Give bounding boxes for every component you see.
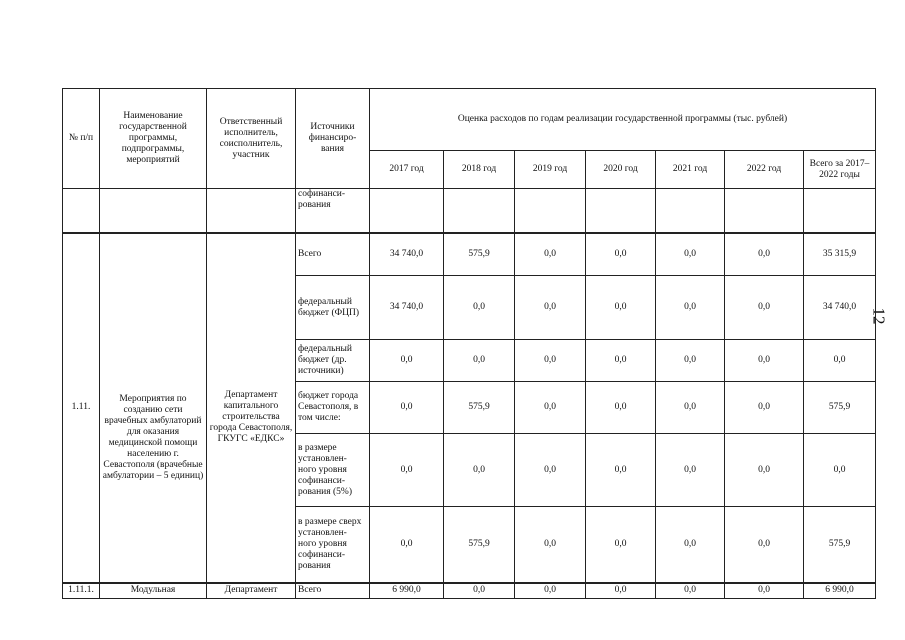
value-cell: 0,0 [804, 340, 876, 382]
value-cell: 0,0 [370, 507, 444, 583]
row-name: Мероприятия по созданию сети врачебных амбулаторий для оказания медицинской помощи населению г. Севастополя (врачебные амбулатории – 5 единиц) [100, 233, 207, 583]
value-cell: 35 315,9 [804, 233, 876, 276]
header-year: 2022 год [725, 151, 804, 189]
value-cell: 34 740,0 [370, 233, 444, 276]
header-sources: Источники финансиро- вания [296, 89, 370, 189]
source-cell: Всего [296, 233, 370, 276]
value-cell: 0,0 [656, 434, 725, 507]
value-cell: 0,0 [586, 382, 656, 434]
value-cell: 0,0 [725, 340, 804, 382]
header-responsible: Ответственный исполнитель, соисполнитель, участник [207, 89, 296, 189]
row-responsible: Департамент капитального строительства города Севастополя, ГКУГС «ЕДКС» [207, 233, 296, 583]
row-responsible: Департамент [207, 583, 296, 599]
row-number: 1.11. [63, 233, 100, 583]
header-name: Наименование государственной программы, подпрограммы, мероприятий [100, 89, 207, 189]
value-cell: 0,0 [586, 434, 656, 507]
value-cell: 0,0 [586, 340, 656, 382]
source-cell: софинанси- рования [296, 189, 370, 233]
value-cell: 0,0 [515, 583, 586, 599]
budget-table [62, 88, 876, 599]
value-cell: 575,9 [804, 507, 876, 583]
value-cell: 0,0 [725, 276, 804, 340]
value-cell: 0,0 [656, 233, 725, 276]
table-cell [586, 189, 656, 233]
header-year: 2020 год [586, 151, 656, 189]
header-total: Всего за 2017–2022 годы [804, 151, 876, 189]
value-cell: 0,0 [515, 340, 586, 382]
value-cell: 0,0 [370, 340, 444, 382]
value-cell: 0,0 [444, 434, 515, 507]
table-cell [804, 189, 876, 233]
source-cell: в размере установлен- ного уровня софинанси- рования (5%) [296, 434, 370, 507]
value-cell: 0,0 [515, 507, 586, 583]
value-cell: 0,0 [725, 434, 804, 507]
value-cell: 0,0 [586, 507, 656, 583]
value-cell: 0,0 [656, 276, 725, 340]
value-cell: 575,9 [444, 382, 515, 434]
value-cell: 0,0 [725, 583, 804, 599]
value-cell: 0,0 [586, 276, 656, 340]
header-year: 2021 год [656, 151, 725, 189]
value-cell: 6 990,0 [370, 583, 444, 599]
table-row [63, 583, 876, 599]
value-cell: 0,0 [804, 434, 876, 507]
row-number: 1.11.1. [63, 583, 100, 599]
value-cell: 0,0 [370, 434, 444, 507]
value-cell: 0,0 [656, 507, 725, 583]
value-cell: 575,9 [444, 507, 515, 583]
source-cell: бюджет города Севастополя, в том числе: [296, 382, 370, 434]
value-cell: 0,0 [586, 233, 656, 276]
table-cell [100, 189, 207, 233]
value-cell: 0,0 [725, 382, 804, 434]
header-no: № п/п [63, 89, 100, 189]
table-row [63, 233, 876, 276]
source-cell: Всего [296, 583, 370, 599]
value-cell: 0,0 [656, 340, 725, 382]
value-cell: 0,0 [515, 233, 586, 276]
table-cell [725, 189, 804, 233]
value-cell: 575,9 [804, 382, 876, 434]
value-cell: 0,0 [444, 340, 515, 382]
row-name: Модульная [100, 583, 207, 599]
value-cell: 0,0 [656, 583, 725, 599]
header-year: 2017 год [370, 151, 444, 189]
value-cell: 0,0 [586, 583, 656, 599]
value-cell: 0,0 [515, 382, 586, 434]
page-number: 12 [869, 307, 889, 325]
header-estimate: Оценка расходов по годам реализации государственной программы (тыс. рублей) [370, 89, 876, 151]
header-year: 2018 год [444, 151, 515, 189]
value-cell: 0,0 [725, 507, 804, 583]
table-cell [515, 189, 586, 233]
value-cell: 34 740,0 [370, 276, 444, 340]
value-cell: 0,0 [515, 434, 586, 507]
value-cell: 34 740,0 [804, 276, 876, 340]
value-cell: 0,0 [515, 276, 586, 340]
value-cell: 0,0 [444, 583, 515, 599]
table-cell [656, 189, 725, 233]
value-cell: 0,0 [444, 276, 515, 340]
source-cell: в размере сверх установлен- ного уровня софинанси- рования [296, 507, 370, 583]
header-year: 2019 год [515, 151, 586, 189]
source-cell: федеральный бюджет (ФЦП) [296, 276, 370, 340]
value-cell: 0,0 [656, 382, 725, 434]
table-cell [444, 189, 515, 233]
table-cell [370, 189, 444, 233]
value-cell: 575,9 [444, 233, 515, 276]
table-cell [207, 189, 296, 233]
value-cell: 6 990,0 [804, 583, 876, 599]
source-cell: федеральный бюджет (др. источники) [296, 340, 370, 382]
table-cell [63, 189, 100, 233]
value-cell: 0,0 [725, 233, 804, 276]
value-cell: 0,0 [370, 382, 444, 434]
